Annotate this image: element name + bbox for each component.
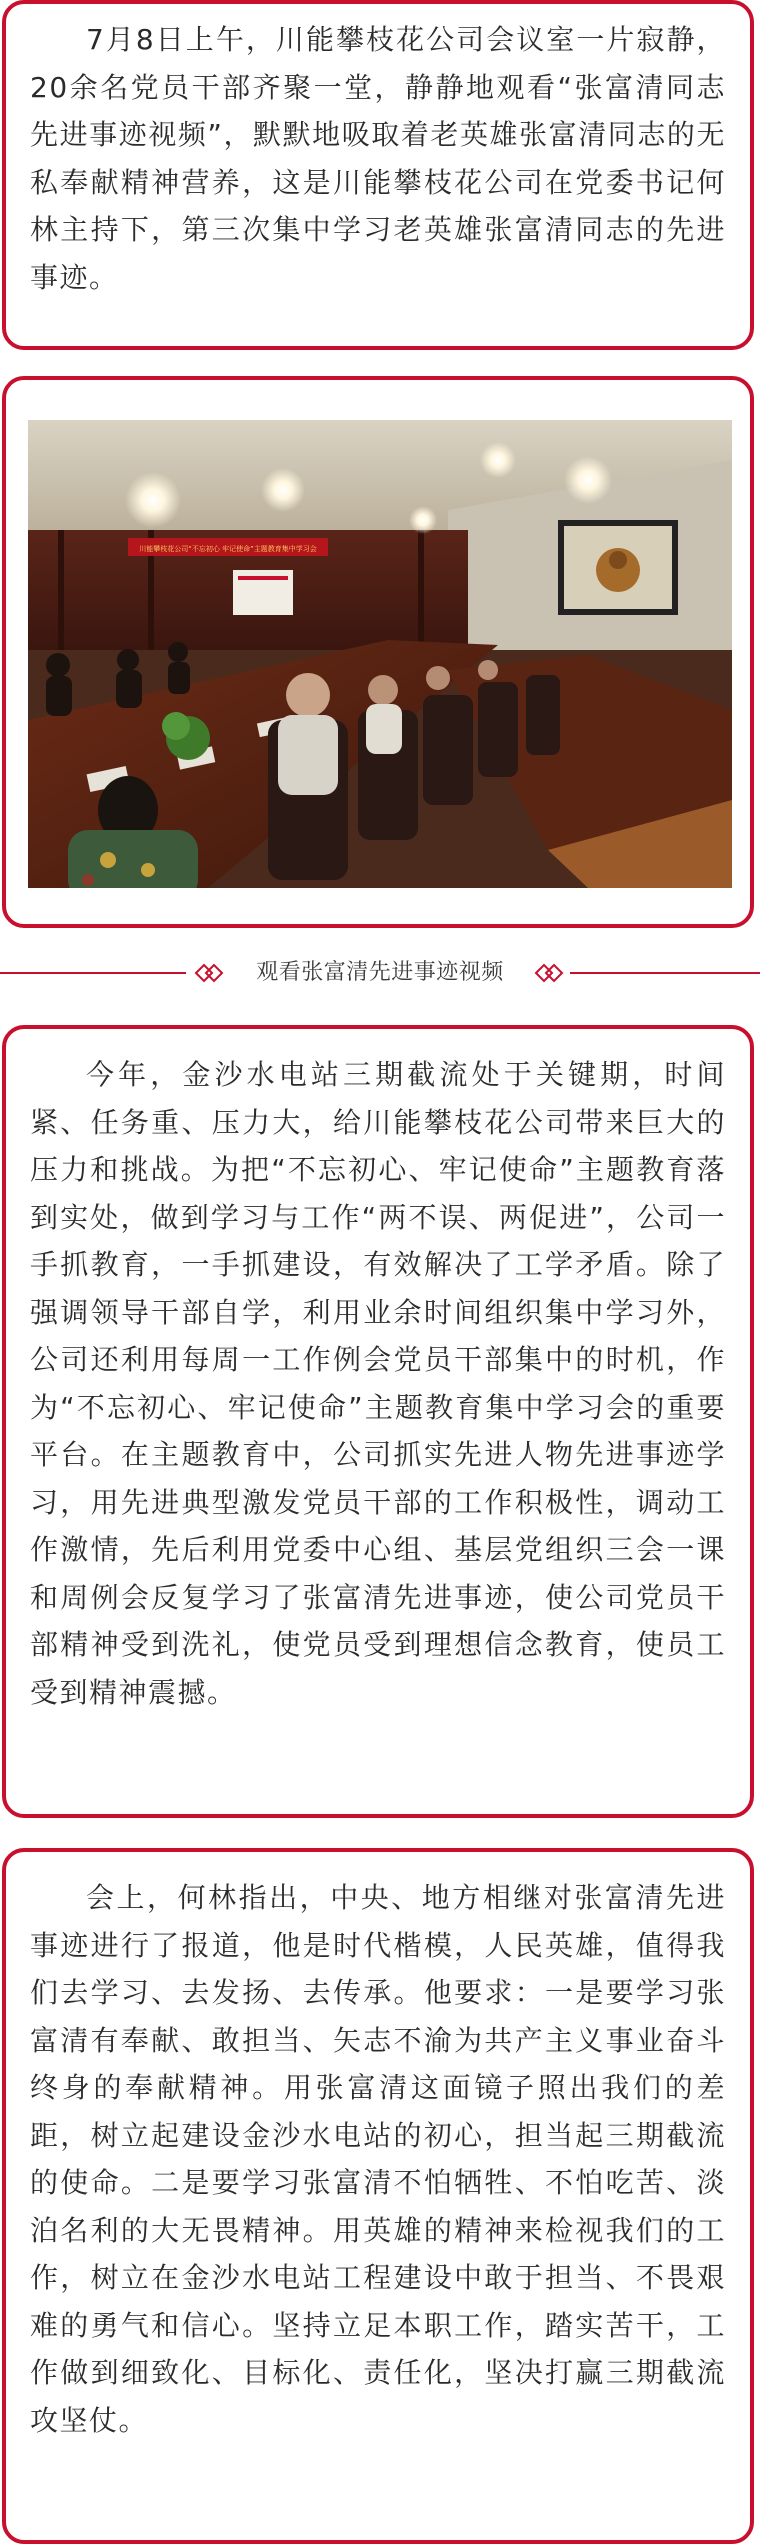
education-paragraph: 今年，金沙水电站三期截流处于关键期，时间紧、任务重、压力大，给川能攀枝花公司带来巨大的压力和挑战。为把“不忘初心、牢记使命”主题教育落到实处，做到学习与工作“两不误、两促进”，公司一手抓教育，一手抓建设，有效解决了工学矛盾。除了强调领导干部自学，利用业余时间组织集中学习外，公司还利用每周一工作例会党员干部集中的时机，作为“不忘初心、牢记使命”主题教育集中学习会的重要平台。在主题教育中，公司抓实先进人物先进事迹学习，用先进典型激发党员干部的工作积极性，调动工作激情，先后利用党委中心组、基层党组织三会一课和周例会反复学习了张富清先进事迹，使公司党员干部精神受到洗礼，使党员受到理想信念教育，使员工受到精神震撼。: [30, 1058, 726, 1709]
caption-line-left: [0, 972, 186, 974]
education-text-box: [2, 1025, 754, 1818]
banner-text: 川能攀枝花公司“不忘初心 牢记使命”主题教育集中学习会: [139, 545, 317, 553]
diamond-ornament-right-icon: [532, 957, 572, 989]
intro-paragraph: 7月8日上午，川能攀枝花公司会议室一片寂静，20余名党员干部齐聚一堂，静静地观看“张富清同志先进事迹视频”，默默地吸取着老英雄张富清同志的无私奉献精神营养，这是川能攀枝花公司在党委书记何林主持下，第三次集中学习老英雄张富清同志的先进事迹。: [30, 23, 726, 294]
diamond-ornament-left-icon: [186, 957, 226, 989]
caption-line-right: [570, 972, 760, 974]
photo-frame: [2, 376, 754, 928]
meeting-text-box: [2, 1848, 754, 2544]
photo-caption: 观看张富清先进事迹视频: [256, 960, 504, 985]
meeting-photo: [28, 420, 732, 888]
intro-text-box: [2, 0, 754, 350]
meeting-paragraph: 会上，何林指出，中央、地方相继对张富清先进事迹进行了报道，他是时代楷模，人民英雄，值得我们去学习、去发扬、去传承。他要求：一是要学习张富清有奉献、敢担当、矢志不渝为共产主义事业奋斗终身的奉献精神。用张富清这面镜子照出我们的差距，树立起建设金沙水电站的初心，担当起三期截流的使命。二是要学习张富清不怕牺牲、不怕吃苦、淡泊名利的大无畏精神。用英雄的精神来检视我们的工作，树立在金沙水电站工程建设中敢于担当、不畏艰难的勇气和信心。坚持立足本职工作，踏实苦干，工作做到细致化、目标化、责任化，坚决打赢三期截流攻坚仗。: [30, 1881, 726, 2437]
